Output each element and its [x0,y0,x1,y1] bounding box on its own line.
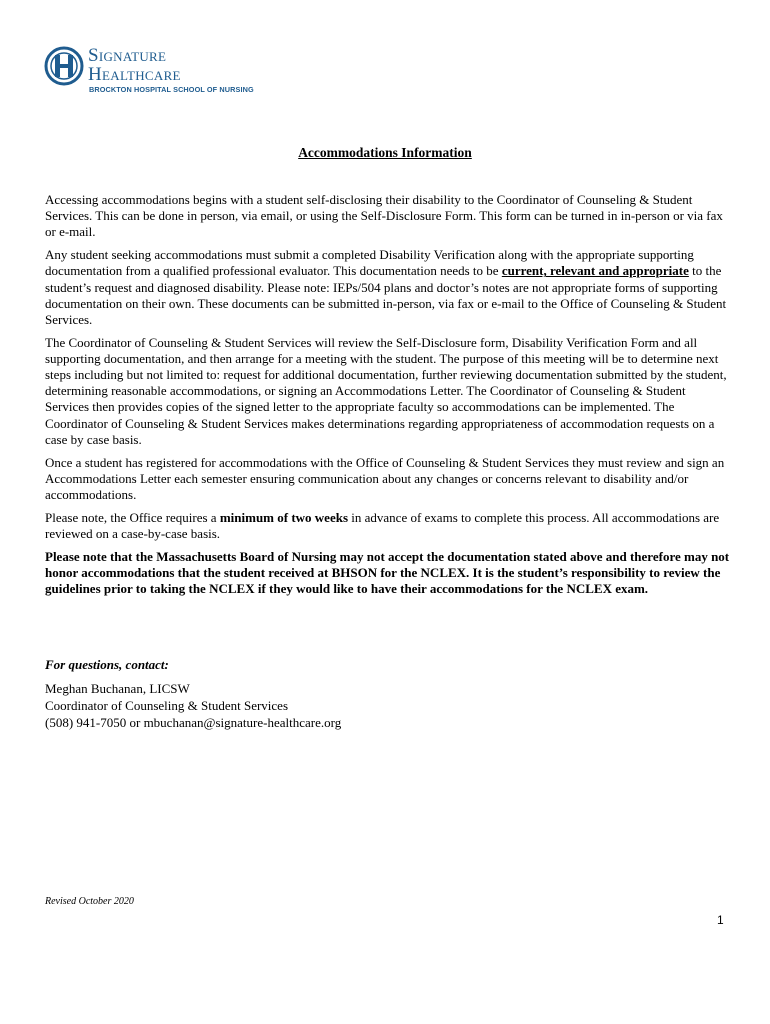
document-title: Accommodations Information [298,145,472,160]
paragraph-semester-letter: Once a student has registered for accommodations with the Office of Counseling & Student Services they must review and sign an Accommodations Letter each semester ensuring communication about any changes or concerns relevant to disability and/or accommodations. [45,454,725,502]
signature-healthcare-logo [44,44,264,96]
revised-date: Revised October 2020 [45,896,134,907]
h-monogram-icon [44,46,84,86]
paragraph-text: to the student’s request and diagnosed disability. Please note: IEPs/504 plans and doctor’s notes are not appropriate forms of supporting documentation on their own. These documents can be submitted in-person, via fax or e-mail to the Office of Counseling & Student Services. [45,263,727,327]
paragraph-review-process: The Coordinator of Counseling & Student Services will review the Self-Disclosure form, Disability Verification Form and all supporting documentation, and then arrange for a meeting with the student. The purpose of this meeting will be to determine next steps including but not limited to: request for additional documentation, further reviewing documentation submitted by the student, determining reasonable accommodations, or signing an Accommodations Letter. The Coordinator of Counseling & Student Services then provides copies of the signed letter to the appropriate faculty so accommodations can be implemented. The Coordinator of Counseling & Student Services makes determinations regarding appropriateness of accommodation requests on a case by case basis. [45,334,727,447]
paragraph-nclex-notice: Please note that the Massachusetts Board of Nursing may not accept the documentation stated above and therefore may not honor accommodations that the student received at BHSON for the NCLEX. It is the student’s responsibility to review the guidelines prior to taking the NCLEX if they would like to have their accommodations for the NCLEX exam. [45,548,730,596]
logo-subtitle: BROCKTON HOSPITAL SCHOOL OF NURSING [89,85,254,94]
emphasis-text: minimum of two weeks [219,509,349,525]
questions-heading: For questions, contact: [45,657,169,672]
emphasis-text: current, relevant and appropriate [501,263,689,279]
contact-role: Coordinator of Counseling & Student Services [45,698,289,713]
logo-line-signature: Signature [88,45,167,66]
paragraph-self-disclosure: Accessing accommodations begins with a student self-disclosing their disability to the Coordinator of Counseling & Student Services. This can be done in person, via email, or using the Self-Disclosure Form. This form can be turned in in-person or via fax or e-mail. [45,192,723,240]
paragraph-verification [45,247,731,328]
document-body [45,192,731,604]
page-number: 1 [717,913,724,927]
paragraph-two-weeks [45,510,731,542]
logo-line-healthcare: Healthcare [88,64,181,85]
contact-block [45,680,341,731]
paragraph-text: Any student seeking accommodations must submit a completed Disability Verification along with the appropriate supporting documentation from a qualified professional evaluator. This documentation needs to be [45,247,694,279]
paragraph-text: in advance of exams to complete this process. All accommodations are reviewed on a case-by-case basis. [45,509,720,541]
paragraph-text: Please note, the Office requires a [45,509,220,525]
contact-name: Meghan Buchanan, LICSW [45,681,190,696]
contact-phone-email: (508) 941-7050 or mbuchanan@signature-healthcare.org [45,715,342,730]
